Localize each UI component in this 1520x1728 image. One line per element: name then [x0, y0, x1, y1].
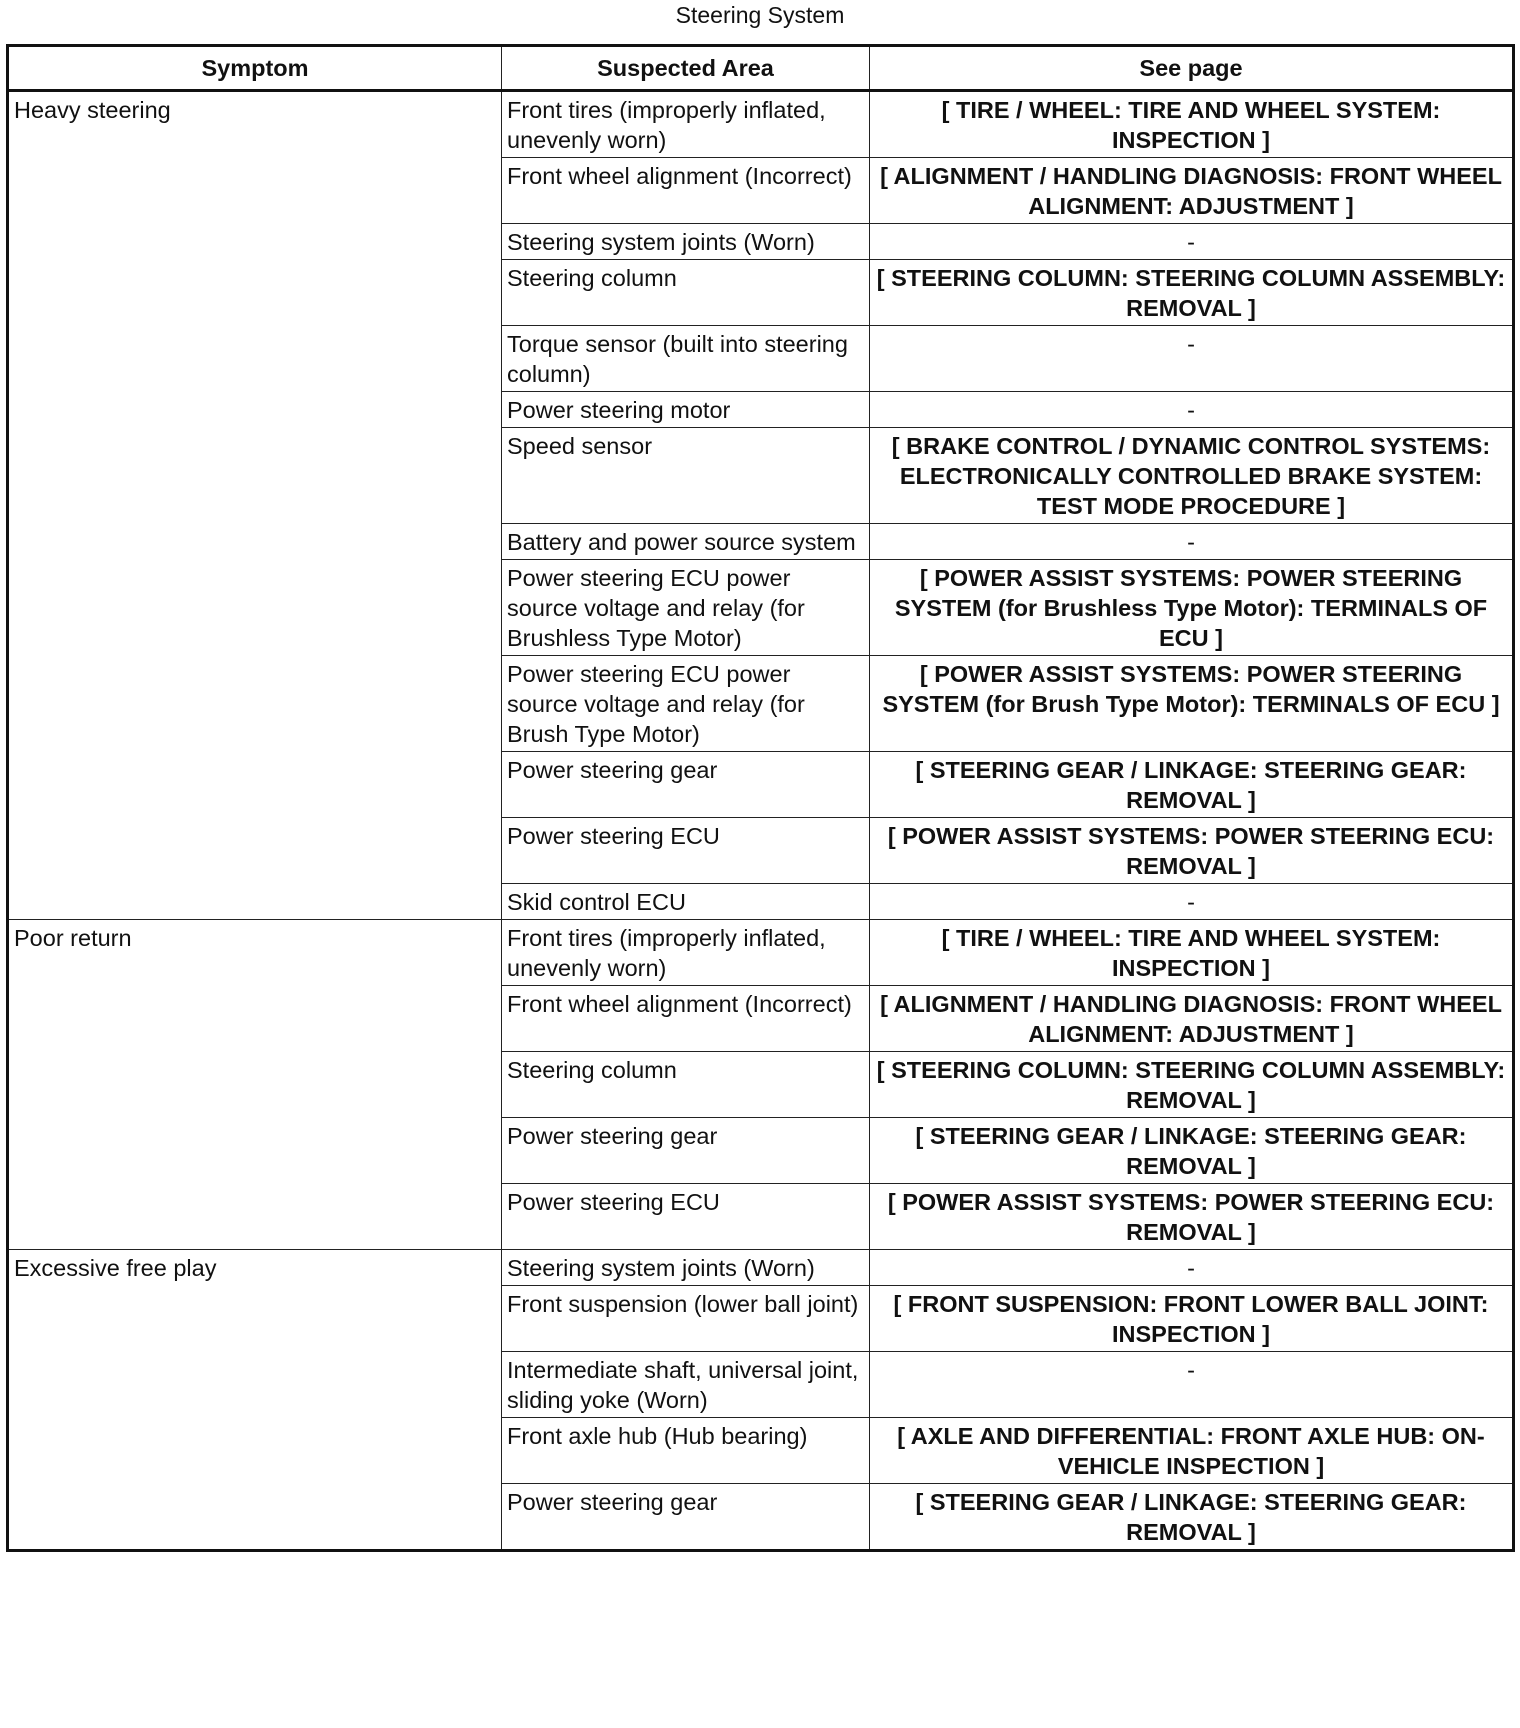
suspected-area-cell: Steering system joints (Worn) [502, 1250, 870, 1286]
suspected-area-cell: Front axle hub (Hub bearing) [502, 1418, 870, 1484]
suspected-area-cell: Front suspension (lower ball joint) [502, 1286, 870, 1352]
page-title: Steering System [675, 2, 845, 28]
see-page-cell-empty: - [870, 1352, 1514, 1418]
suspected-area-cell: Steering column [502, 260, 870, 326]
table-header [8, 46, 1514, 91]
suspected-area-cell: Battery and power source system [502, 524, 870, 560]
see-page-cell-empty: - [870, 884, 1514, 920]
suspected-area-cell: Front tires (improperly inflated, unevenly worn) [502, 920, 870, 986]
see-page-reference-link[interactable]: [ TIRE / WHEEL: TIRE AND WHEEL SYSTEM: INSPECTION ] [870, 91, 1514, 158]
suspected-area-cell: Steering system joints (Worn) [502, 224, 870, 260]
see-page-reference-link[interactable]: [ POWER ASSIST SYSTEMS: POWER STEERING SYSTEM (for Brush Type Motor): TERMINALS OF ECU ] [870, 656, 1514, 752]
see-page-reference-link[interactable]: [ STEERING GEAR / LINKAGE: STEERING GEAR: REMOVAL ] [870, 1118, 1514, 1184]
see-page-reference-link[interactable]: [ POWER ASSIST SYSTEMS: POWER STEERING ECU: REMOVAL ] [870, 818, 1514, 884]
see-page-reference-link[interactable]: [ STEERING GEAR / LINKAGE: STEERING GEAR: REMOVAL ] [870, 1484, 1514, 1551]
see-page-reference-link[interactable]: [ POWER ASSIST SYSTEMS: POWER STEERING ECU: REMOVAL ] [870, 1184, 1514, 1250]
see-page-reference-link[interactable]: [ STEERING COLUMN: STEERING COLUMN ASSEMBLY: REMOVAL ] [870, 1052, 1514, 1118]
see-page-cell-empty: - [870, 524, 1514, 560]
suspected-area-cell: Power steering motor [502, 392, 870, 428]
see-page-reference-link[interactable]: [ ALIGNMENT / HANDLING DIAGNOSIS: FRONT WHEEL ALIGNMENT: ADJUSTMENT ] [870, 986, 1514, 1052]
suspected-area-cell: Speed sensor [502, 428, 870, 524]
header-symptom: Symptom [8, 46, 502, 91]
suspected-area-cell: Power steering gear [502, 1484, 870, 1551]
header-row [8, 46, 1514, 91]
suspected-area-cell: Power steering ECU [502, 1184, 870, 1250]
suspected-area-cell: Front wheel alignment (Incorrect) [502, 986, 870, 1052]
see-page-reference-link[interactable]: [ POWER ASSIST SYSTEMS: POWER STEERING SYSTEM (for Brushless Type Motor): TERMINALS OF ECU ] [870, 560, 1514, 656]
see-page-reference-link[interactable]: [ BRAKE CONTROL / DYNAMIC CONTROL SYSTEMS: ELECTRONICALLY CONTROLLED BRAKE SYSTEM: TEST MODE PROCEDURE ] [870, 428, 1514, 524]
suspected-area-cell: Front wheel alignment (Incorrect) [502, 158, 870, 224]
table-row [8, 920, 1514, 986]
suspected-area-cell: Steering column [502, 1052, 870, 1118]
see-page-reference-link[interactable]: [ TIRE / WHEEL: TIRE AND WHEEL SYSTEM: INSPECTION ] [870, 920, 1514, 986]
suspected-area-cell: Skid control ECU [502, 884, 870, 920]
suspected-area-cell: Power steering ECU power source voltage and relay (for Brush Type Motor) [502, 656, 870, 752]
table-body [8, 91, 1514, 1551]
see-page-reference-link[interactable]: [ ALIGNMENT / HANDLING DIAGNOSIS: FRONT WHEEL ALIGNMENT: ADJUSTMENT ] [870, 158, 1514, 224]
see-page-reference-link[interactable]: [ STEERING GEAR / LINKAGE: STEERING GEAR: REMOVAL ] [870, 752, 1514, 818]
symptom-cell: Heavy steering [8, 91, 502, 920]
suspected-area-cell: Intermediate shaft, universal joint, sliding yoke (Worn) [502, 1352, 870, 1418]
header-suspected-area: Suspected Area [502, 46, 870, 91]
suspected-area-cell: Power steering ECU [502, 818, 870, 884]
see-page-reference-link[interactable]: [ STEERING COLUMN: STEERING COLUMN ASSEMBLY: REMOVAL ] [870, 260, 1514, 326]
suspected-area-cell: Front tires (improperly inflated, unevenly worn) [502, 91, 870, 158]
see-page-reference-link[interactable]: [ AXLE AND DIFFERENTIAL: FRONT AXLE HUB: ON-VEHICLE INSPECTION ] [870, 1418, 1514, 1484]
table-row [8, 1250, 1514, 1286]
header-see-page: See page [870, 46, 1514, 91]
table-row [8, 91, 1514, 158]
see-page-reference-link[interactable]: [ FRONT SUSPENSION: FRONT LOWER BALL JOINT: INSPECTION ] [870, 1286, 1514, 1352]
suspected-area-cell: Torque sensor (built into steering column) [502, 326, 870, 392]
see-page-cell-empty: - [870, 1250, 1514, 1286]
symptom-cell: Excessive free play [8, 1250, 502, 1551]
see-page-cell-empty: - [870, 392, 1514, 428]
symptom-cell: Poor return [8, 920, 502, 1250]
see-page-cell-empty: - [870, 326, 1514, 392]
suspected-area-cell: Power steering gear [502, 1118, 870, 1184]
see-page-cell-empty: - [870, 224, 1514, 260]
diagnosis-table [6, 44, 1515, 1552]
suspected-area-cell: Power steering gear [502, 752, 870, 818]
suspected-area-cell: Power steering ECU power source voltage and relay (for Brushless Type Motor) [502, 560, 870, 656]
